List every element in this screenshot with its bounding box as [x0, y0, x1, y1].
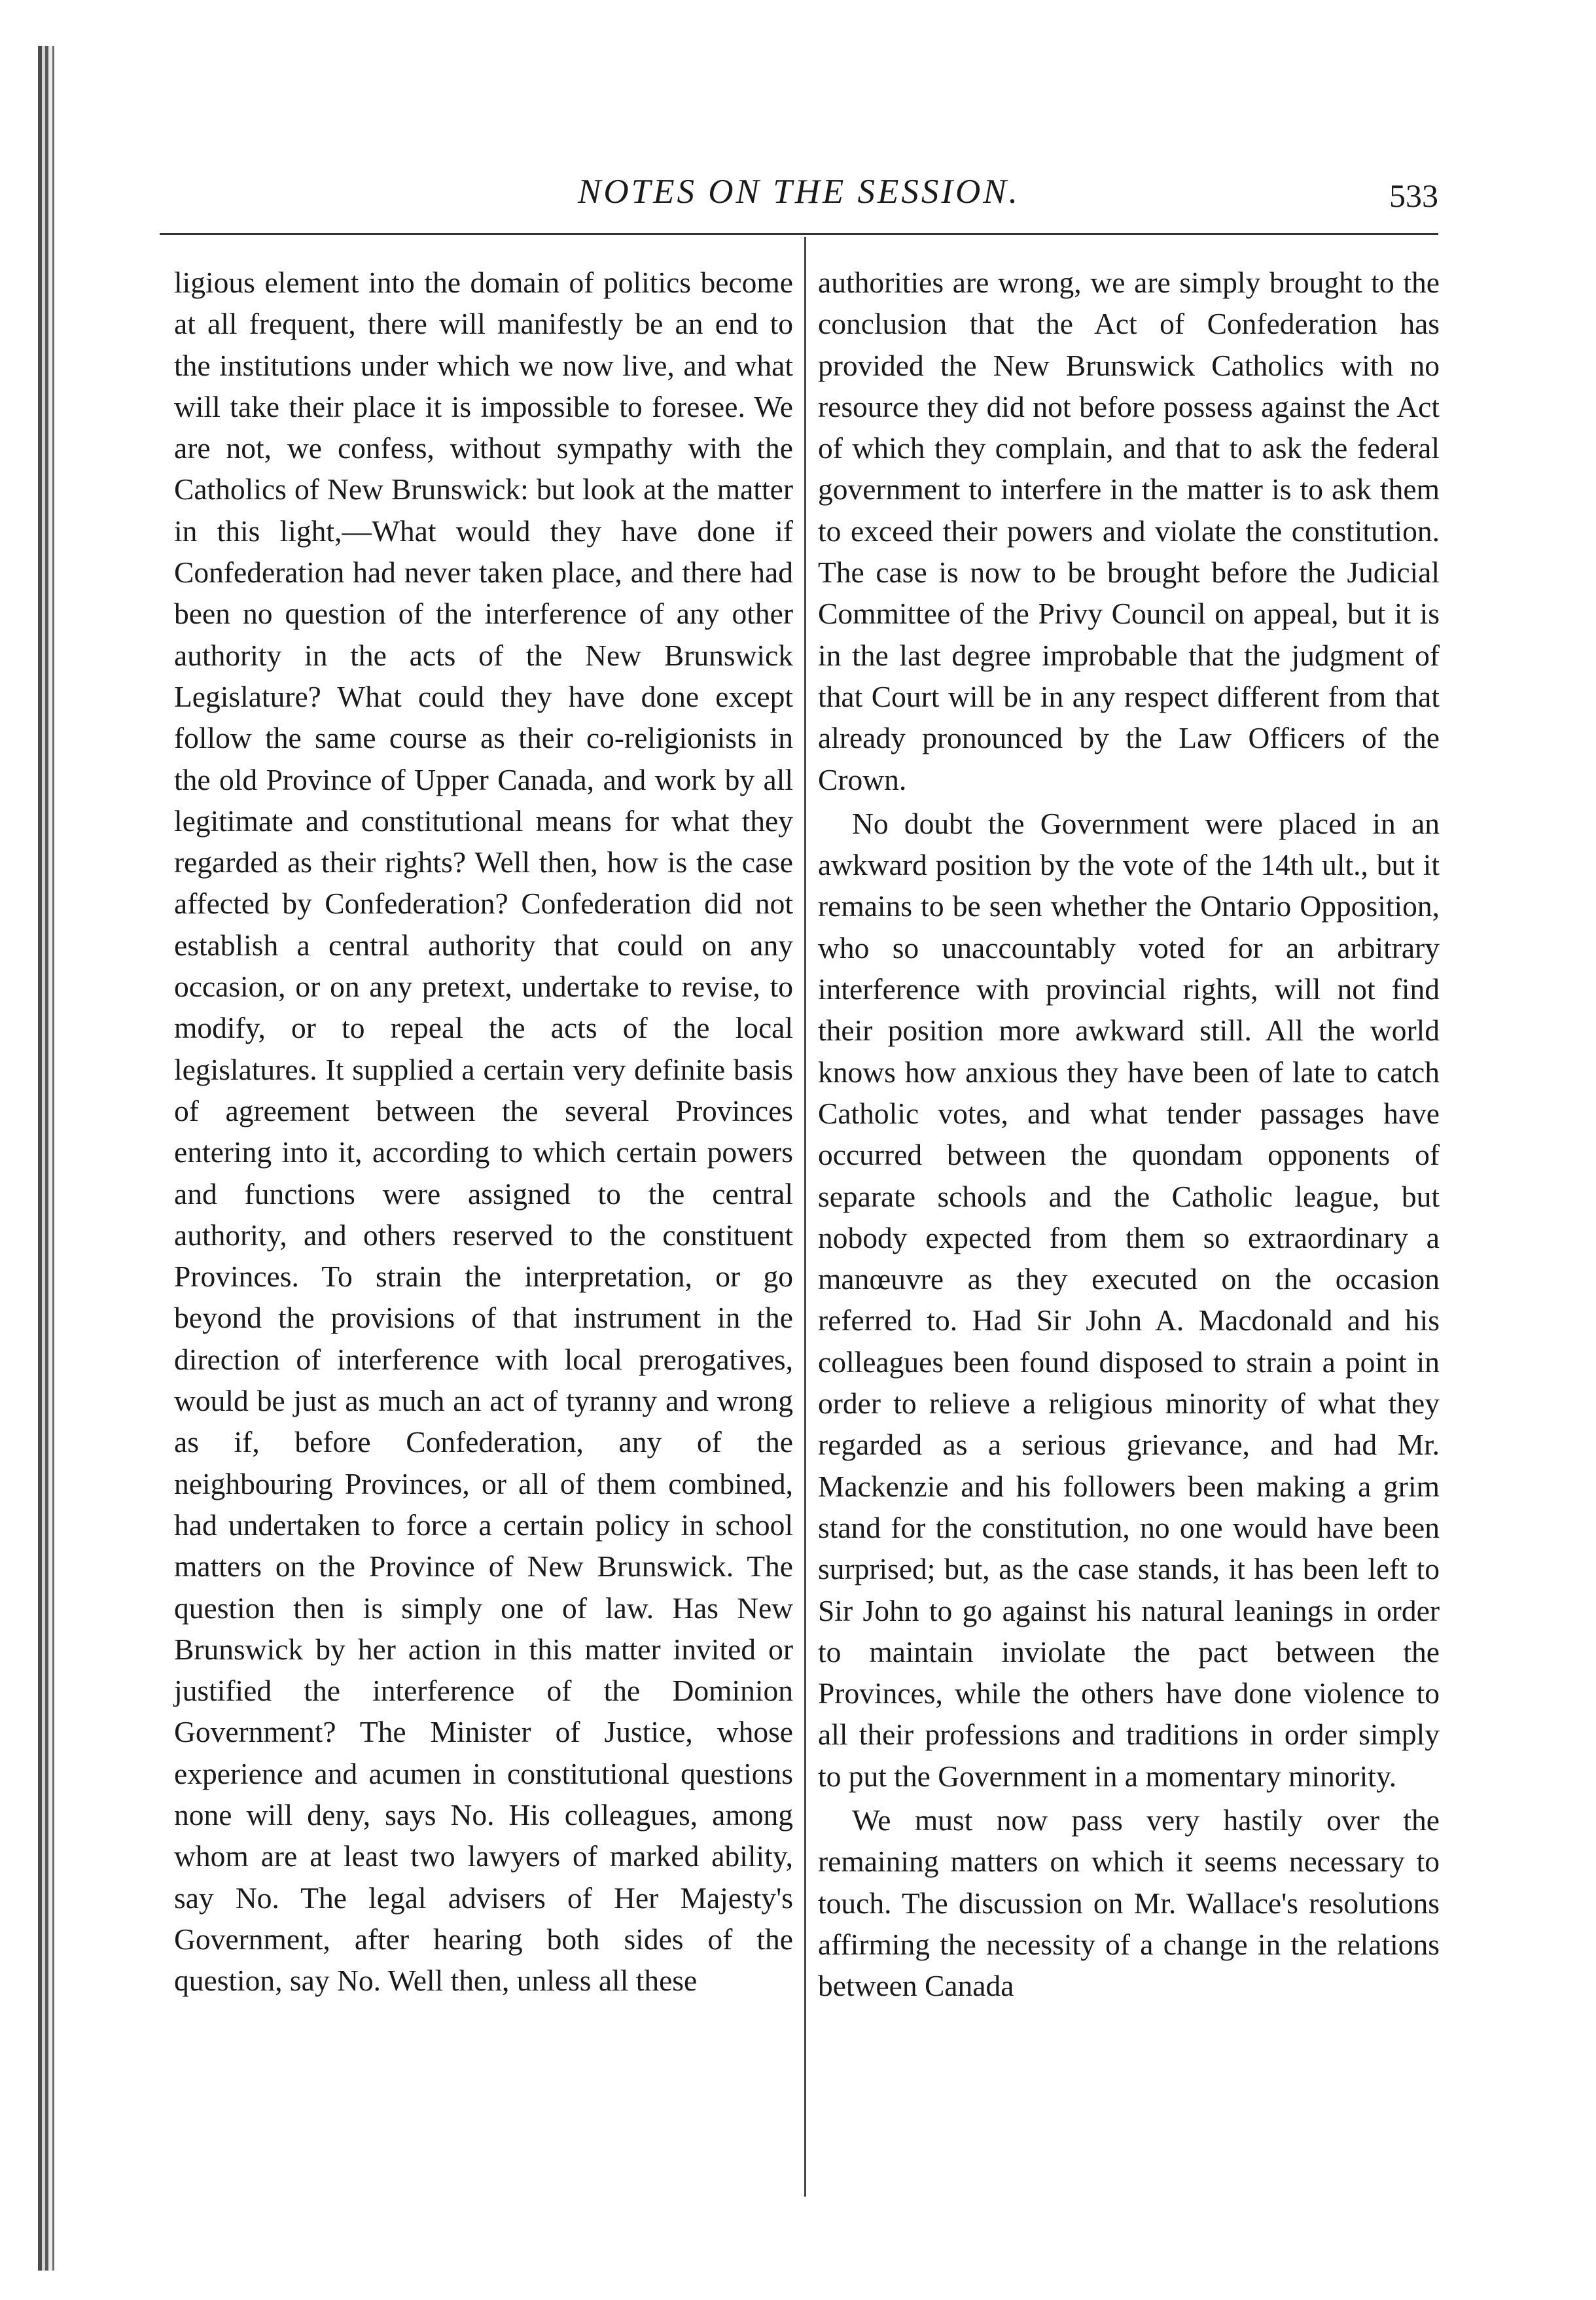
right-paragraph-3: We must now pass very hastily over the remaining matters on which it seems necessary to touch. The discussion on Mr. Wallace's resolutions affirming the necessity of a change in the relations between Canada [818, 1803, 1440, 2003]
right-paragraph-1: authorities are wrong, we are simply brought to the conclusion that the Act of Confederation has provided the New Brunswick Catholics with no resource they did not before possess against the Act of which they complain, and that to ask the federal government to interfere in the matter is to ask them to exceed their powers and violate the constitution. The case is now to be brought before the Judicial Committee of the Privy Council on appeal, but it is in the last degree improbable that the judgment of that Court will be in any respect different from that already pronounced by the Law Officers of the Crown. [818, 266, 1440, 796]
left-column [174, 262, 793, 2001]
right-column [818, 262, 1440, 2006]
running-title: NOTES ON THE SESSION. [578, 173, 1020, 211]
column-divider [804, 237, 806, 2197]
right-paragraph-2: No doubt the Government were placed in an awkward position by the vote of the 14th ult., but it remains to be seen whether the Ontario Opposition, who so unaccountably voted for an arbitrary interference with provincial rights, will not find their position more awkward still. All the world knows how anxious they have been of late to catch Catholic votes, and what tender passages have occurred between the quondam opponents of separate schools and the Catholic league, but nobody expected from them so extraordinary a manœuvre as they executed on the occasion referred to. Had Sir John A. Macdonald and his colleagues been found disposed to strain a point in order to relieve a religious minority of what they regarded as a serious grievance, and had Mr. Mackenzie and his followers been making a grim stand for the constitution, no one would have been surprised; but, as the case stands, it has been left to Sir John to go against his natural leanings in order to maintain inviolate the pact between the Provinces, while the others have done violence to all their professions and traditions in order simply to put the Government in a momentary minority. [818, 806, 1440, 1793]
page-binding-edge [38, 46, 58, 2271]
page-number: 533 [1389, 177, 1438, 214]
header-rule [160, 233, 1438, 235]
left-paragraph-1: ligious element into the domain of politics become at all frequent, there will manifestly be an end to the institutions under which we now live, and what will take their place it is impossible to foresee. We are not, we confess, without sympathy with the Catholics of New Brunswick: but look at the matter in this light,—What would they have done if Confederation had never taken place, and there had been no question of the interference of any other authority in the acts of the New Brunswick Legislature? What could they have done except follow the same course as their co-religionists in the old Province of Upper Canada, and work by all legitimate and constitutional means for what they regarded as their rights? Well then, how is the case affected by Confederation? Confederation did not establish a central authority that could on any occasion, or on any pretext, undertake to revise, to modify, or to repeal the acts of the local legislatures. It supplied a certain very definite basis of agreement between the several Provinces entering into it, according to which certain powers and functions were assigned to the central authority, and others reserved to the constituent Provinces. To strain the interpretation, or go beyond the provisions of that instrument in the direction of interference with local prerogatives, would be just as much an act of tyranny and wrong as if, before Confederation, any of the neighbouring Provinces, or all of them combined, had undertaken to force a certain policy in school matters on the Province of New Brunswick. The question then is simply one of law. Has New Brunswick by her action in this matter invited or justified the interference of the Dominion Government? The Minister of Justice, whose experience and acumen in constitutional questions none will deny, says No. His colleagues, among whom are at least two lawyers of marked ability, say No. The legal advisers of Her Majesty's Government, after hearing both sides of the question, say No. Well then, unless all these [174, 266, 793, 1998]
page-header [160, 169, 1438, 215]
